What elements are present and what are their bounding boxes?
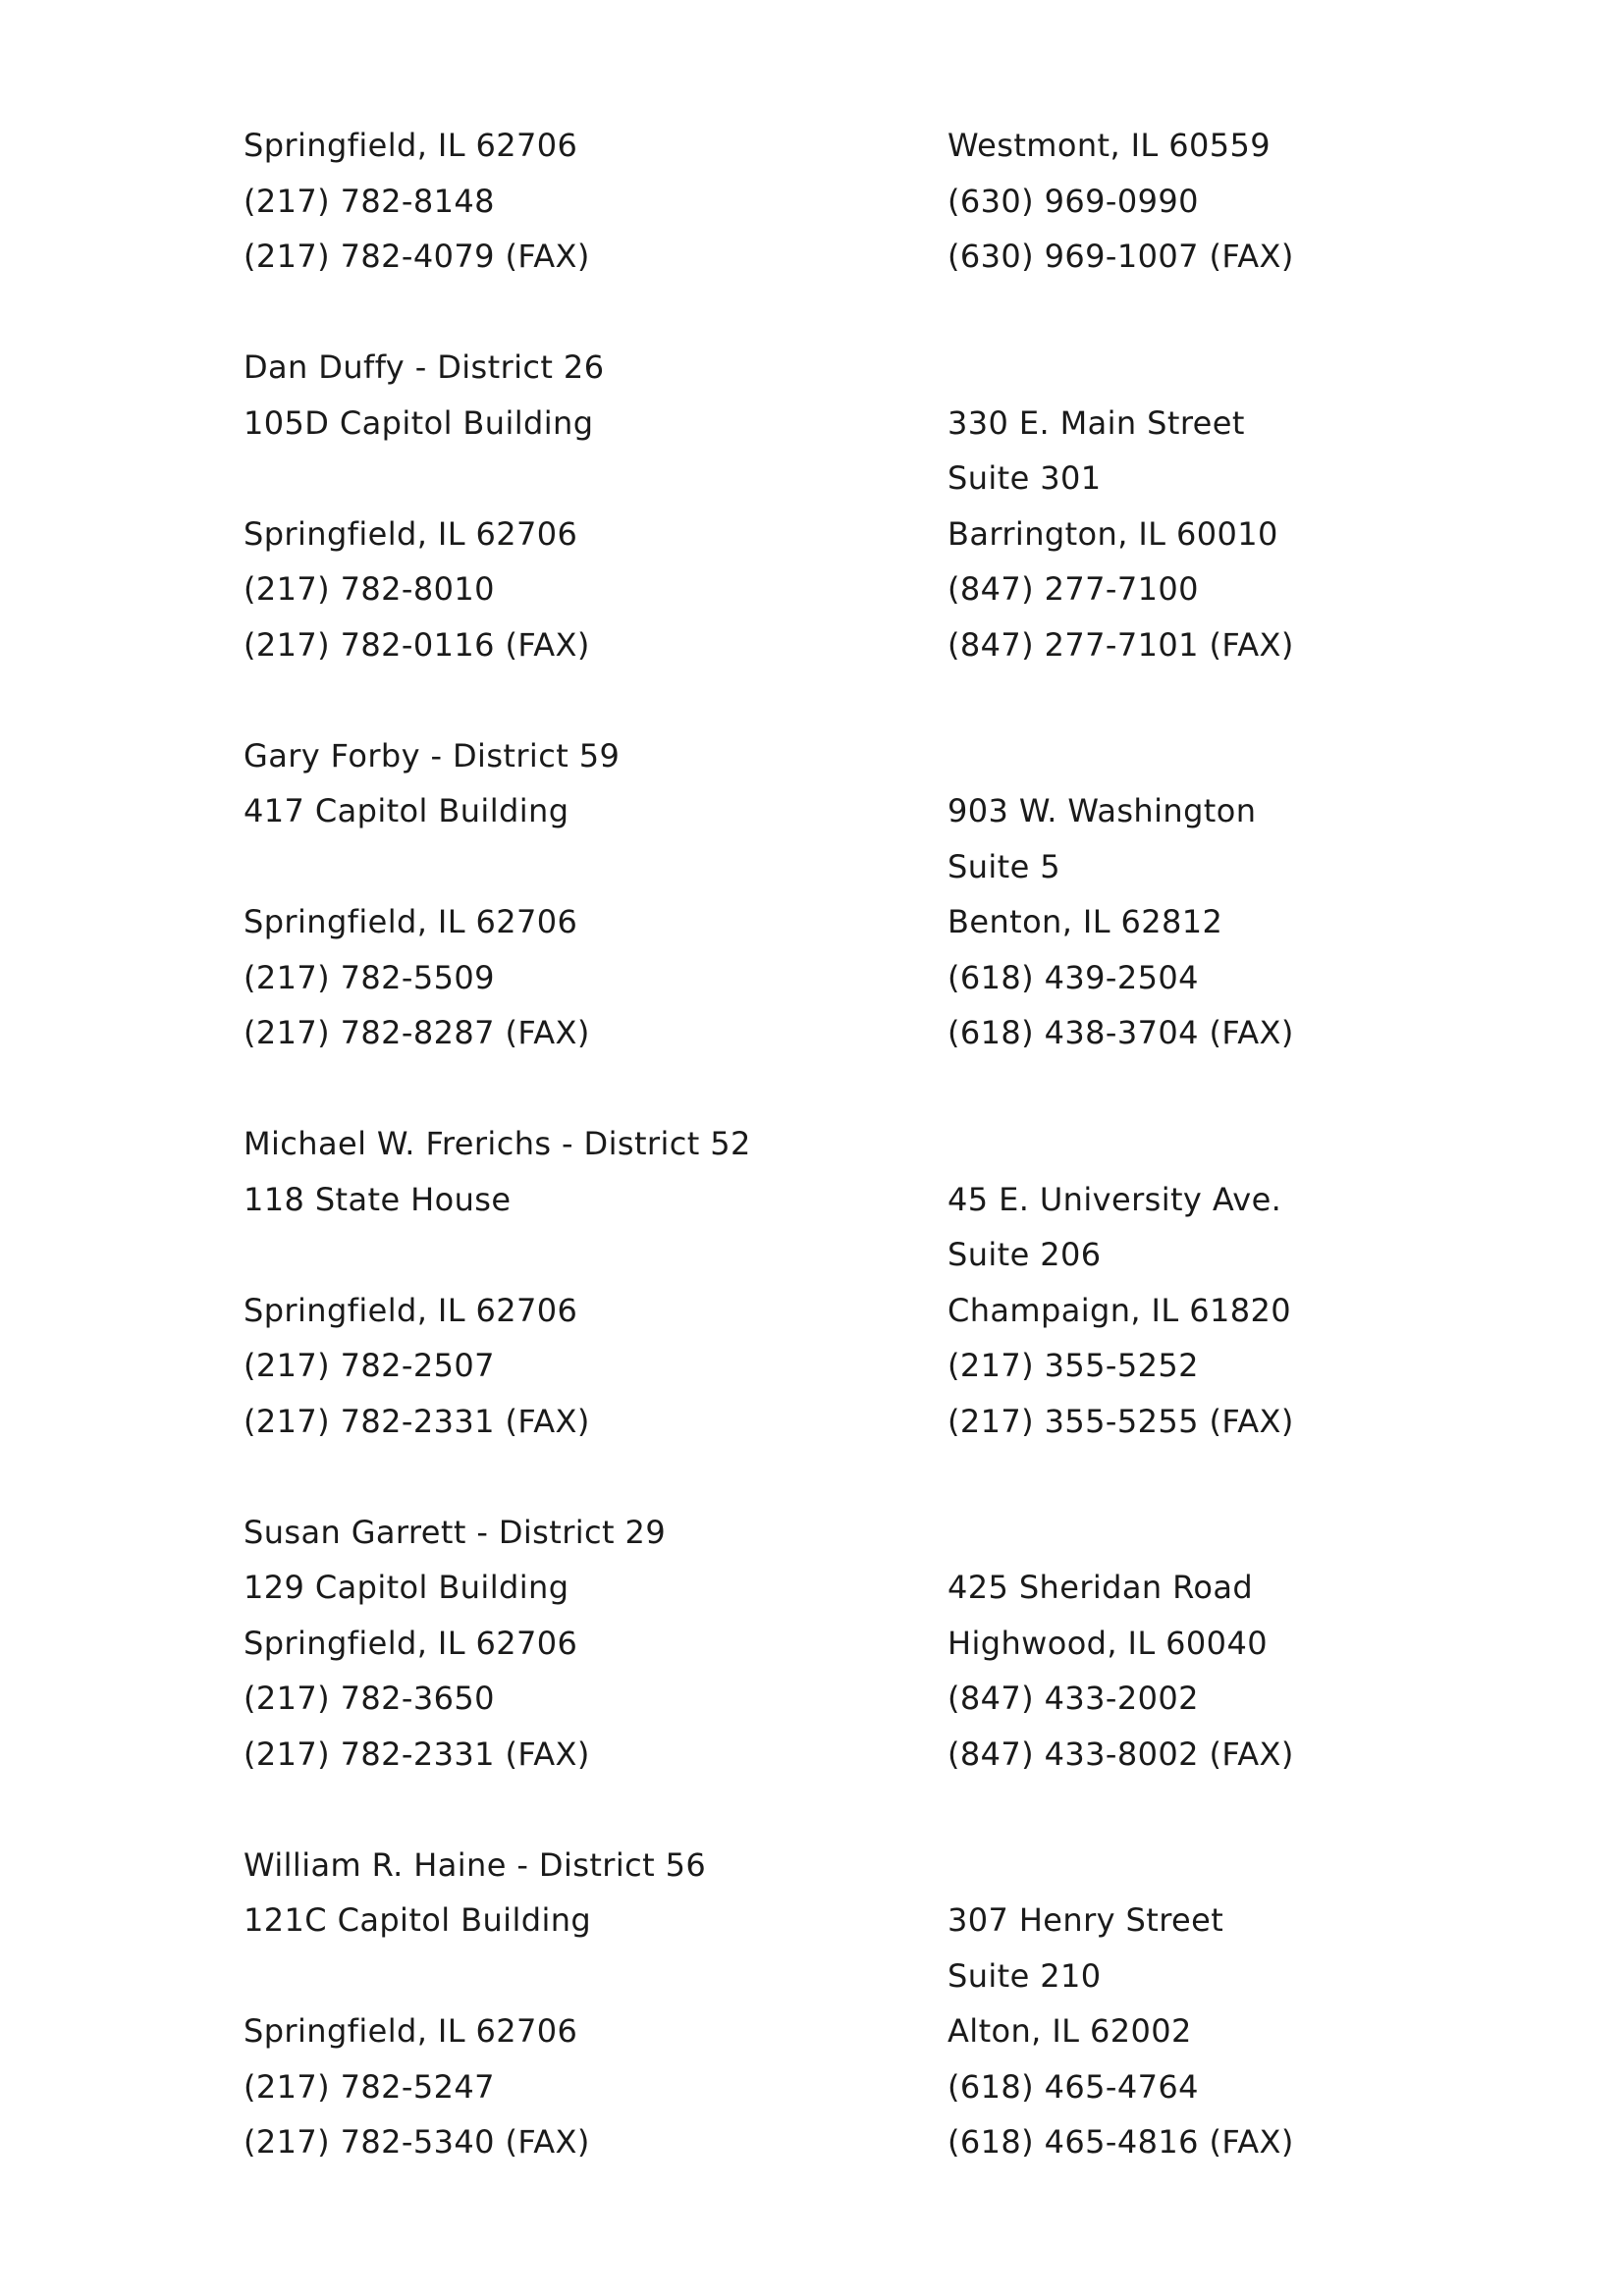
- text-line: 330 E. Main Street: [947, 403, 1245, 442]
- text-line: Springfield, IL 62706: [244, 127, 578, 164]
- senator-heading: Dan Duffy - District 26: [244, 348, 605, 386]
- text-line: (630) 969-1007 (FAX): [947, 238, 1294, 275]
- text-line: Suite 5: [947, 847, 1061, 885]
- text-line: (217) 782-2507: [244, 1347, 495, 1384]
- text-line: (618) 438-3704 (FAX): [947, 1014, 1294, 1051]
- text-line: (217) 782-5247: [244, 2067, 495, 2106]
- text-line: (217) 782-3650: [244, 1680, 495, 1717]
- text-line: (618) 465-4816 (FAX): [947, 2123, 1294, 2161]
- text-line: (217) 782-2331 (FAX): [244, 1735, 590, 1773]
- text-line: 118 State House: [244, 1180, 512, 1218]
- text-line: (847) 433-2002: [947, 1680, 1199, 1717]
- text-line: (217) 782-2331 (FAX): [244, 1402, 590, 1440]
- text-line: (847) 277-7100: [947, 570, 1199, 608]
- text-line: (217) 782-4079 (FAX): [244, 238, 590, 275]
- text-line: Champaign, IL 61820: [947, 1291, 1291, 1329]
- text-line: Springfield, IL 62706: [244, 903, 578, 940]
- text-line: (847) 433-8002 (FAX): [947, 1735, 1294, 1773]
- text-line: (618) 465-4764: [947, 2067, 1199, 2106]
- senator-heading: Michael W. Frerichs - District 52: [244, 1125, 751, 1162]
- text-line: Springfield, IL 62706: [244, 1291, 578, 1329]
- text-line: (217) 782-5509: [244, 958, 495, 996]
- text-line: (217) 355-5252: [947, 1347, 1199, 1384]
- text-line: Barrington, IL 60010: [947, 514, 1278, 553]
- text-line: 417 Capitol Building: [244, 792, 569, 829]
- text-line: (847) 277-7101 (FAX): [947, 625, 1294, 664]
- text-line: Suite 301: [947, 459, 1102, 497]
- text-line: (630) 969-0990: [947, 182, 1199, 220]
- text-line: (217) 782-8148: [244, 182, 495, 220]
- text-line: 425 Sheridan Road: [947, 1569, 1254, 1606]
- text-line: Suite 210: [947, 1956, 1102, 1995]
- text-line: Suite 206: [947, 1236, 1102, 1273]
- text-line: 129 Capitol Building: [244, 1569, 569, 1606]
- text-line: Springfield, IL 62706: [244, 514, 578, 553]
- text-line: Springfield, IL 62706: [244, 2012, 578, 2050]
- text-line: (217) 782-8010: [244, 570, 495, 608]
- senator-heading: Susan Garrett - District 29: [244, 1513, 667, 1551]
- text-line: (217) 782-0116 (FAX): [244, 625, 590, 664]
- text-line: 121C Capitol Building: [244, 1901, 592, 1939]
- text-line: Springfield, IL 62706: [244, 1624, 578, 1662]
- text-line: 105D Capitol Building: [244, 403, 594, 442]
- text-line: Alton, IL 62002: [947, 2012, 1192, 2050]
- text-line: 45 E. University Ave.: [947, 1180, 1282, 1218]
- text-line: (217) 782-5340 (FAX): [244, 2123, 590, 2161]
- text-line: (618) 439-2504: [947, 958, 1199, 996]
- text-line: Westmont, IL 60559: [947, 127, 1272, 164]
- senator-heading: Gary Forby - District 59: [244, 736, 621, 774]
- senator-heading: William R. Haine - District 56: [244, 1845, 707, 1884]
- text-line: (217) 782-8287 (FAX): [244, 1014, 590, 1051]
- text-line: (217) 355-5255 (FAX): [947, 1402, 1294, 1440]
- text-line: Highwood, IL 60040: [947, 1624, 1268, 1662]
- text-line: 307 Henry Street: [947, 1901, 1224, 1939]
- text-line: 903 W. Washington: [947, 792, 1257, 829]
- text-line: Benton, IL 62812: [947, 903, 1223, 940]
